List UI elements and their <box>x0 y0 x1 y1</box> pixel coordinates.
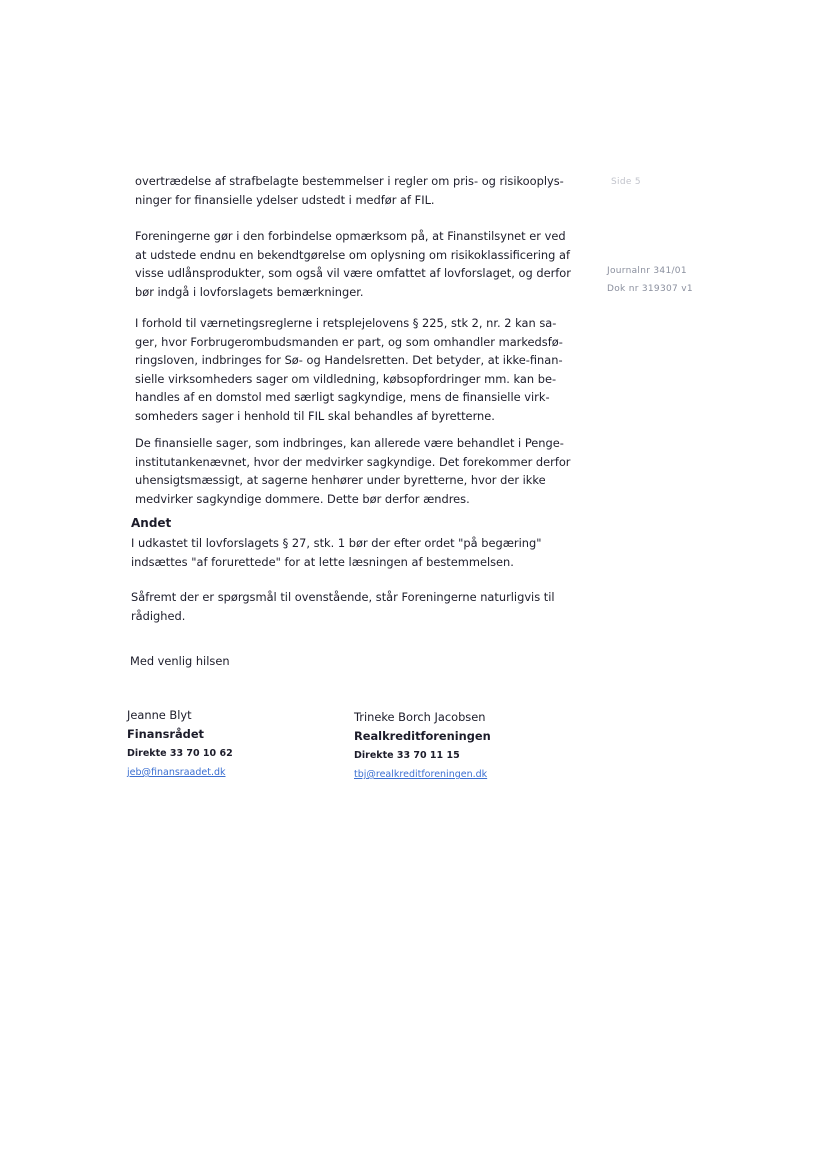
text-line: institutankenævnet, hvor der medvirker sagkyndige. Det forekommer derfor <box>135 454 571 469</box>
text-line: ninger for finansielle ydelser udstedt i medfør af FIL. <box>135 192 435 207</box>
text-line: indsættes "af forurettede" for at lette læsningen af bestemmelsen. <box>131 554 514 569</box>
signature-block-right <box>354 708 491 784</box>
paragraph-closing <box>131 588 571 625</box>
signatory-phone: Direkte 33 70 11 15 <box>354 750 460 761</box>
signatory-name: Trineke Borch Jacobsen <box>354 710 486 724</box>
journal-number: Journalnr 341/01 <box>607 266 687 276</box>
text-line: Foreningerne gør i den forbindelse opmærksom på, at Finanstilsynet er ved <box>135 229 566 243</box>
paragraph-2 <box>135 227 575 301</box>
text-line: Såfremt der er spørgsmål til ovenstående, står Foreningerne naturligvis til <box>131 590 555 604</box>
signatory-organization: Realkreditforeningen <box>354 729 491 743</box>
text-line: I forhold til værnetingsreglerne i retsplejelovens § 225, stk 2, nr. 2 kan sa- <box>135 316 557 330</box>
signatory-name: Jeanne Blyt <box>127 708 192 722</box>
paragraph-4 <box>135 434 575 508</box>
greeting: Med venlig hilsen <box>130 654 230 668</box>
text-line: sielle virksomheders sager om vildledning, købsopfordringer mm. kan be- <box>135 371 557 386</box>
paragraph-3 <box>135 314 575 426</box>
signature-block-left <box>127 706 233 782</box>
text-line: visse udlånsprodukter, som også vil være omfattet af lovforslaget, og derfor <box>135 266 571 281</box>
signatory-phone: Direkte 33 70 10 62 <box>127 748 233 759</box>
paragraph-1 <box>135 172 575 209</box>
text-line: somheders sager i henhold til FIL skal behandles af byretterne. <box>135 408 495 423</box>
text-line: at udstede endnu en bekendtgørelse om oplysning om risikoklassificering af <box>135 247 570 262</box>
text-line: ger, hvor Forbrugerombudsmanden er part, og som omhandler markedsfø- <box>135 334 563 349</box>
text-line: De finansielle sager, som indbringes, kan allerede være behandlet i Penge- <box>135 436 564 450</box>
text-line: ringsloven, indbringes for Sø- og Handelsretten. Det betyder, at ikke-finan- <box>135 353 563 368</box>
document-number: Dok nr 319307 v1 <box>607 284 693 294</box>
text-line: uhensigtsmæssigt, at sagerne henhører under byretterne, hvor der ikke <box>135 473 546 488</box>
paragraph-andet <box>131 534 571 571</box>
journal-reference <box>607 262 693 298</box>
signatory-email-link[interactable]: tbj@realkreditforeningen.dk <box>354 769 488 780</box>
section-heading-andet: Andet <box>131 516 172 530</box>
text-line: rådighed. <box>131 608 186 623</box>
text-line: handles af en domstol med særligt sagkyndige, mens de finansielle virk- <box>135 390 550 405</box>
signatory-organization: Finansrådet <box>127 727 204 741</box>
text-line: I udkastet til lovforslagets § 27, stk. 1 bør der efter ordet "på begæring" <box>131 536 542 550</box>
text-line: medvirker sagkyndige dommere. Dette bør derfor ændres. <box>135 491 470 506</box>
text-line: bør indgå i lovforslagets bemærkninger. <box>135 284 364 299</box>
text-line: overtrædelse af strafbelagte bestemmelser i regler om pris- og risikooplys- <box>135 174 564 188</box>
page-number: Side 5 <box>611 177 641 187</box>
signatory-email-link[interactable]: jeb@finansraadet.dk <box>127 767 226 778</box>
